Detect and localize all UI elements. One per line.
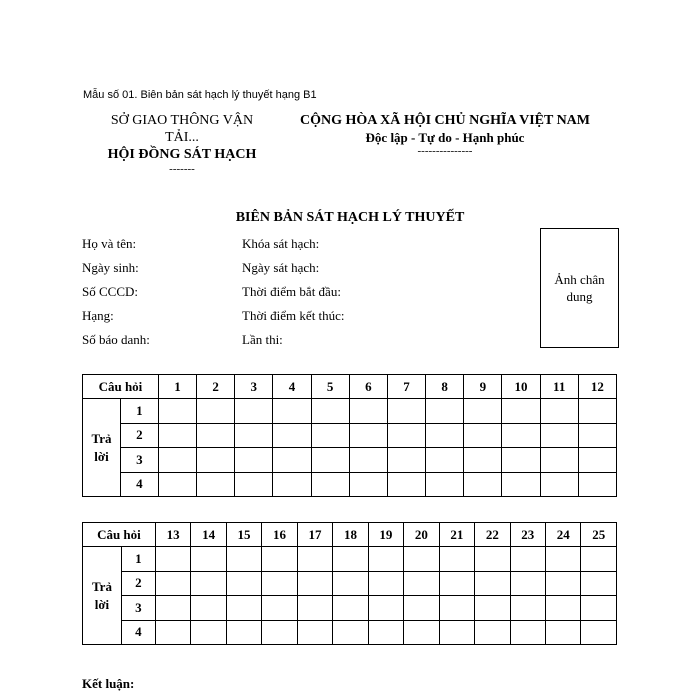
answer-cell[interactable] (502, 472, 540, 497)
answer-cell[interactable] (387, 472, 425, 497)
answer-cell[interactable] (191, 547, 226, 572)
answer-cell[interactable] (475, 547, 510, 572)
question-header-label: Câu hỏi (83, 375, 159, 399)
motto-divider: --------------- (417, 145, 473, 157)
field-end-time: Thời điểm kết thúc: (242, 308, 345, 323)
answer-cell[interactable] (191, 620, 226, 645)
answer-cell[interactable] (387, 399, 425, 424)
question-number-cell: 14 (191, 523, 226, 547)
answer-cell[interactable] (273, 472, 311, 497)
agency-name-line2: TẢI... (165, 130, 199, 145)
question-number-cell: 9 (464, 375, 502, 399)
agency-divider: ------- (169, 163, 195, 175)
answer-cell[interactable] (262, 596, 297, 621)
question-number-cell: 1 (158, 375, 196, 399)
answer-cell[interactable] (262, 620, 297, 645)
answer-cell[interactable] (158, 448, 196, 473)
answer-option-number: 4 (120, 472, 158, 497)
answer-cell[interactable] (581, 620, 617, 645)
answer-cell[interactable] (404, 571, 439, 596)
question-number-cell: 16 (262, 523, 297, 547)
agency-header (82, 112, 282, 175)
answer-cell[interactable] (426, 423, 464, 448)
answer-cell[interactable] (333, 620, 368, 645)
answer-cell[interactable] (235, 448, 273, 473)
answer-row (83, 571, 617, 596)
question-number-cell: 18 (333, 523, 368, 547)
answer-cell[interactable] (540, 472, 578, 497)
question-number-cell: 23 (510, 523, 545, 547)
question-number-cell: 5 (311, 375, 349, 399)
answer-cell[interactable] (235, 472, 273, 497)
answer-cell[interactable] (311, 399, 349, 424)
answer-cell[interactable] (197, 448, 235, 473)
answer-cell[interactable] (540, 448, 578, 473)
answer-cell[interactable] (158, 472, 196, 497)
answer-cell[interactable] (426, 448, 464, 473)
answer-cell[interactable] (510, 547, 545, 572)
answer-cell[interactable] (226, 547, 261, 572)
answer-cell[interactable] (581, 547, 617, 572)
answer-row (83, 448, 617, 473)
answer-label-line2: lời (94, 448, 109, 464)
answer-cell[interactable] (226, 596, 261, 621)
answer-cell[interactable] (404, 547, 439, 572)
answer-cell[interactable] (273, 423, 311, 448)
field-full-name: Họ và tên: (82, 236, 137, 251)
question-number-cell: 19 (368, 523, 403, 547)
answer-cell[interactable] (349, 448, 387, 473)
field-birth-date: Ngày sinh: (82, 260, 139, 275)
conclusion-label: Kết luận: (82, 676, 135, 691)
question-number-cell: 20 (404, 523, 439, 547)
answer-cell[interactable] (578, 472, 616, 497)
question-number-cell: 8 (426, 375, 464, 399)
answer-cell[interactable] (464, 448, 502, 473)
answer-label-line2: lời (94, 596, 110, 612)
answer-cell[interactable] (297, 596, 332, 621)
answer-cell[interactable] (155, 620, 190, 645)
answer-cell[interactable] (475, 620, 510, 645)
answer-cell[interactable] (158, 423, 196, 448)
question-header-row (83, 375, 617, 399)
answer-cell[interactable] (311, 472, 349, 497)
answer-row (83, 620, 617, 645)
answer-cell[interactable] (158, 399, 196, 424)
answer-option-number: 3 (121, 596, 155, 621)
answer-cell[interactable] (191, 571, 226, 596)
answer-cell[interactable] (273, 448, 311, 473)
answer-cell[interactable] (235, 423, 273, 448)
answer-cell[interactable] (368, 571, 403, 596)
answer-cell[interactable] (155, 596, 190, 621)
question-number-cell: 22 (475, 523, 510, 547)
answer-cell[interactable] (510, 571, 545, 596)
answer-cell[interactable] (404, 620, 439, 645)
field-candidate-number: Số báo danh: (82, 332, 150, 347)
question-number-cell: 2 (197, 375, 235, 399)
document-title: BIÊN BẢN SÁT HẠCH LÝ THUYẾT (235, 210, 465, 225)
answer-cell[interactable] (387, 448, 425, 473)
answer-cell[interactable] (502, 423, 540, 448)
portrait-photo-label: Ảnh chân dung (554, 272, 605, 304)
answer-cell[interactable] (502, 448, 540, 473)
question-number-cell: 4 (273, 375, 311, 399)
answer-row (83, 472, 617, 497)
answer-cell[interactable] (333, 596, 368, 621)
national-header (285, 112, 605, 156)
answer-cell[interactable] (297, 620, 332, 645)
answer-cell[interactable] (464, 472, 502, 497)
question-number-cell: 21 (439, 523, 474, 547)
answer-cell[interactable] (581, 571, 617, 596)
field-exam-course: Khóa sát hạch: (242, 236, 320, 251)
answer-cell[interactable] (510, 596, 545, 621)
answer-cell[interactable] (578, 448, 616, 473)
answer-cell[interactable] (464, 423, 502, 448)
answer-cell[interactable] (546, 596, 581, 621)
answer-cell[interactable] (439, 547, 474, 572)
question-number-cell: 10 (502, 375, 540, 399)
answer-cell[interactable] (502, 399, 540, 424)
answer-label-line1: Trả (91, 578, 112, 594)
answer-cell[interactable] (540, 423, 578, 448)
answer-row (83, 596, 617, 621)
council-name: HỘI ĐỒNG SÁT HẠCH (107, 147, 257, 162)
answer-table-2 (82, 522, 617, 645)
answer-cell[interactable] (235, 399, 273, 424)
answer-cell[interactable] (197, 399, 235, 424)
answer-cell[interactable] (349, 399, 387, 424)
answer-cell[interactable] (404, 596, 439, 621)
question-header-row (83, 523, 617, 547)
answer-cell[interactable] (349, 472, 387, 497)
answer-cell[interactable] (368, 596, 403, 621)
question-number-cell: 3 (235, 375, 273, 399)
answer-option-number: 4 (121, 620, 155, 645)
question-number-cell: 12 (578, 375, 616, 399)
portrait-photo-box (540, 228, 619, 348)
answer-cell[interactable] (226, 620, 261, 645)
answer-cell[interactable] (546, 620, 581, 645)
answer-cell[interactable] (426, 472, 464, 497)
agency-name-line1: SỞ GIAO THÔNG VẬN (110, 113, 254, 128)
question-header-label: Câu hỏi (83, 523, 156, 547)
question-number-cell: 13 (155, 523, 190, 547)
answer-label-line1: Trả (91, 430, 112, 446)
answer-cell[interactable] (297, 547, 332, 572)
field-start-time: Thời điểm bắt đầu: (242, 284, 341, 299)
question-number-cell: 15 (226, 523, 261, 547)
question-number-cell: 25 (581, 523, 617, 547)
answer-cell[interactable] (262, 547, 297, 572)
form-code: Mẫu số 01. Biên bản sát hạch lý thuyết hạng B1 (83, 89, 317, 101)
question-number-cell: 7 (387, 375, 425, 399)
answer-cell[interactable] (439, 620, 474, 645)
field-license-class: Hạng: (82, 308, 114, 323)
answer-row (83, 547, 617, 572)
answer-option-number: 2 (120, 423, 158, 448)
answer-cell[interactable] (439, 596, 474, 621)
answer-option-number: 2 (121, 571, 155, 596)
answer-cell[interactable] (546, 547, 581, 572)
answer-cell[interactable] (226, 571, 261, 596)
field-exam-date: Ngày sát hạch: (242, 260, 320, 275)
answer-cell[interactable] (197, 423, 235, 448)
nation-name: CỘNG HÒA XÃ HỘI CHỦ NGHĨA VIỆT NAM (299, 113, 590, 128)
answer-cell[interactable] (475, 571, 510, 596)
field-id-number: Số CCCD: (82, 284, 138, 299)
question-number-cell: 17 (297, 523, 332, 547)
question-number-cell: 11 (540, 375, 578, 399)
answer-row (83, 399, 617, 424)
answer-cell[interactable] (155, 571, 190, 596)
answer-cell[interactable] (546, 571, 581, 596)
answer-cell[interactable] (464, 399, 502, 424)
answer-cell[interactable] (311, 423, 349, 448)
field-attempt-number: Lần thi: (242, 332, 283, 347)
answer-cell[interactable] (581, 596, 617, 621)
answer-cell[interactable] (333, 571, 368, 596)
answer-cell[interactable] (333, 547, 368, 572)
answer-cell[interactable] (540, 399, 578, 424)
answer-cell[interactable] (297, 571, 332, 596)
answer-row-label (83, 399, 121, 497)
national-motto: Độc lập - Tự do - Hạnh phúc (365, 130, 525, 145)
answer-cell[interactable] (349, 423, 387, 448)
answer-cell[interactable] (475, 596, 510, 621)
answer-cell[interactable] (273, 399, 311, 424)
answer-option-number: 1 (121, 547, 155, 572)
answer-table-1 (82, 374, 617, 497)
question-number-cell: 6 (349, 375, 387, 399)
answer-cell[interactable] (426, 399, 464, 424)
answer-cell[interactable] (197, 472, 235, 497)
answer-cell[interactable] (439, 571, 474, 596)
question-number-cell: 24 (546, 523, 581, 547)
answer-cell[interactable] (368, 620, 403, 645)
answer-option-number: 3 (120, 448, 158, 473)
answer-cell[interactable] (578, 423, 616, 448)
answer-cell[interactable] (510, 620, 545, 645)
answer-cell[interactable] (311, 448, 349, 473)
answer-cell[interactable] (387, 423, 425, 448)
answer-option-number: 1 (120, 399, 158, 424)
answer-row-label (83, 547, 122, 645)
answer-cell[interactable] (368, 547, 403, 572)
answer-row (83, 423, 617, 448)
answer-cell[interactable] (155, 547, 190, 572)
answer-cell[interactable] (191, 596, 226, 621)
answer-cell[interactable] (262, 571, 297, 596)
answer-cell[interactable] (578, 399, 616, 424)
